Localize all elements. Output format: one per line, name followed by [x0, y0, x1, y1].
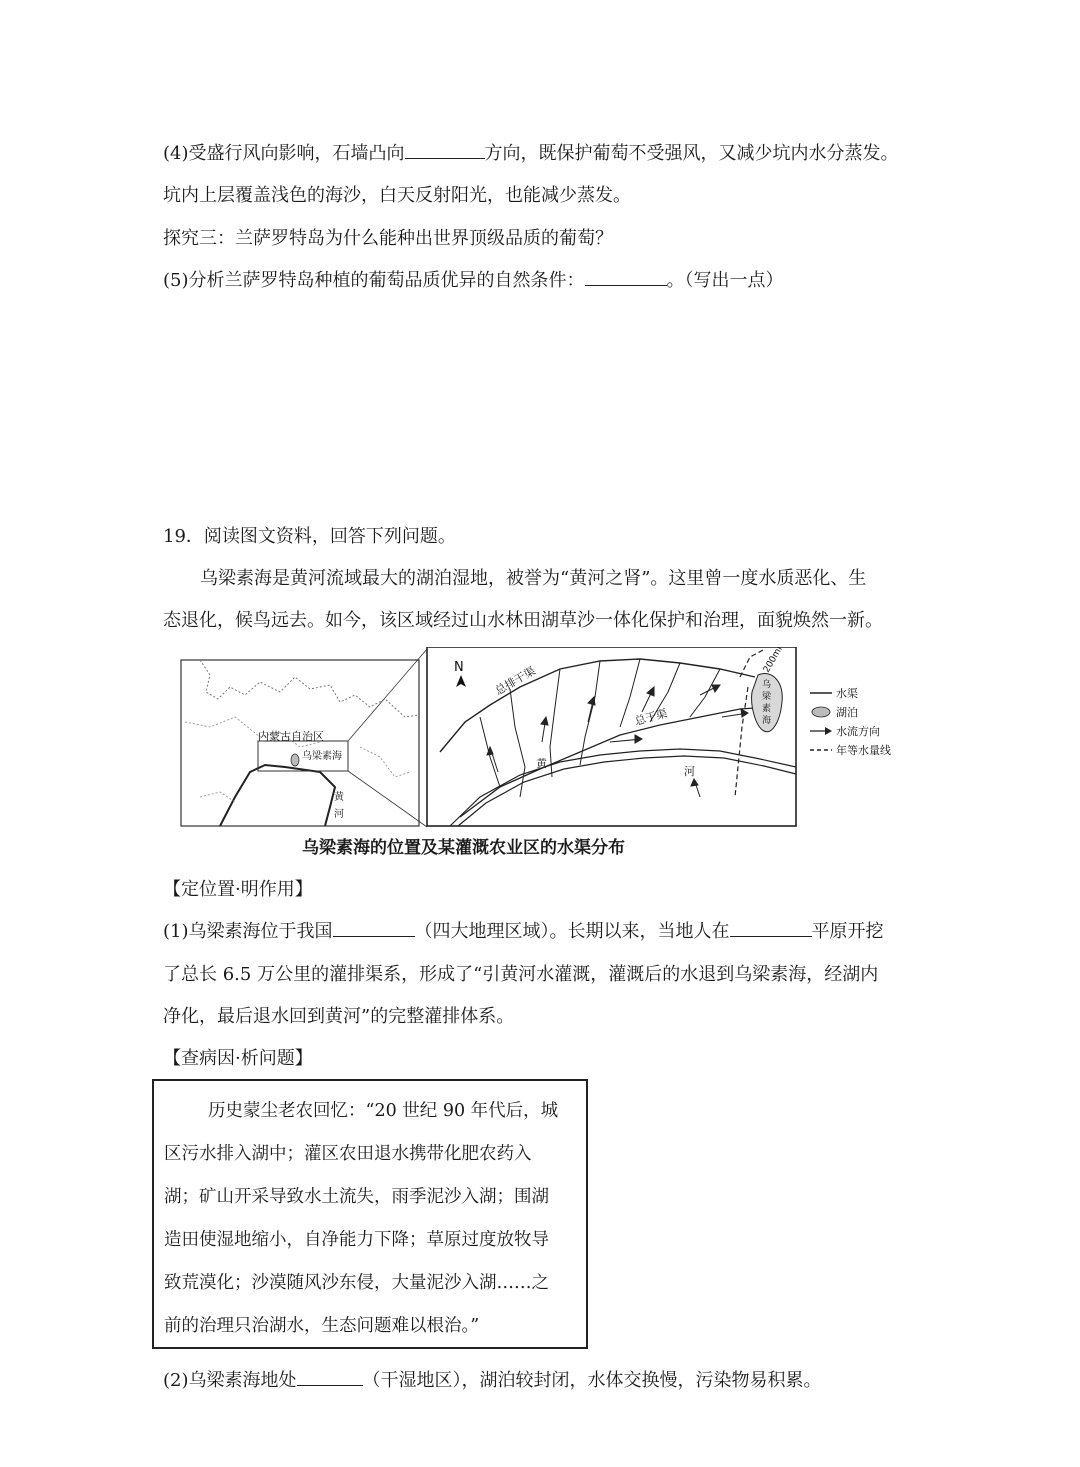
- isoline: [735, 687, 748, 797]
- left-river-char-1: 黄: [334, 792, 344, 803]
- lake-marker: [291, 754, 299, 766]
- map-legend: [810, 686, 891, 757]
- main-canal: [460, 707, 770, 817]
- main-canal-label: 总干渠: [633, 706, 669, 728]
- right-river-char-2: 河: [684, 765, 695, 778]
- main-drain-canal-label: 总排干渠: [493, 664, 538, 698]
- section-diagnose-heading: 【查病因·析问题】: [163, 1048, 313, 1069]
- legend-arrow-icon: [825, 727, 832, 735]
- q1-line3: 净化，最后退水回到黄河”的完整灌排体系。: [163, 1006, 515, 1027]
- isoline-label: 200mm: [761, 647, 788, 675]
- quote-line-5: 致荒漠化；沙漠随风沙东侵，大量泥沙入湖……之: [164, 1273, 549, 1293]
- location-and-canal-map-figure: [180, 647, 910, 829]
- q19-heading: 19．阅读图文资料，回答下列问题。: [163, 526, 456, 547]
- q1-text-1: (1)乌梁素海位于我国: [163, 921, 333, 942]
- connector-line: [348, 771, 427, 827]
- main-drain-canal: [440, 659, 755, 752]
- q19-para-line1: 乌梁素海是黄河流域最大的湖泊湿地，被誉为“黄河之肾”。这里曾一度水质恶化、生: [200, 568, 867, 589]
- legend-isoline-label: 年等水量线: [836, 744, 891, 757]
- legend-lake-symbol: [812, 707, 830, 717]
- q1-line2: 了总长 6.5 万公里的灌排渠系，形成了“引黄河水灌溉，灌溉后的水退到乌梁素海，经湖内: [163, 964, 879, 985]
- yellow-river-line: [220, 765, 335, 826]
- north-label: N: [454, 660, 464, 675]
- q4-answer-blank[interactable]: [405, 140, 485, 159]
- q5-text-1: (5)分析兰萨罗特岛种植的葡萄品质优异的自然条件：: [163, 270, 585, 291]
- north-arrow-icon: [456, 675, 466, 687]
- q19-para-line2: 态退化，候鸟远去。如今，该区域经过山水林田湖草沙一体化保护和治理，面貌焕然一新。: [163, 610, 883, 631]
- isoline: [740, 649, 765, 677]
- yellow-river-bank: [458, 756, 796, 826]
- left-location-map: [181, 649, 427, 827]
- q4-text-1: (4)受盛行风向影响，石墙凸向: [163, 143, 405, 164]
- q2-line: [163, 1367, 822, 1395]
- lake-char-3: 素: [762, 704, 772, 714]
- lake-char-1: 乌: [762, 680, 772, 690]
- q2-answer-blank[interactable]: [297, 1367, 363, 1386]
- q4-line1: [163, 140, 899, 168]
- quote-line-6: 前的治理只治湖水，生态问题难以根治。”: [164, 1316, 480, 1336]
- q1-answer-blank-1[interactable]: [333, 918, 415, 937]
- flow-arrows: [487, 685, 748, 797]
- quote-line-2: 区污水排入湖中；灌区农田退水携带化肥农药入: [164, 1144, 532, 1164]
- q5-line: [163, 267, 784, 295]
- connector-line: [348, 649, 427, 741]
- q1-answer-blank-2[interactable]: [730, 918, 812, 937]
- left-map-frame: [181, 660, 419, 826]
- quote-line-4: 造田使湿地缩小，自净能力下降；草原过度放牧导: [164, 1230, 549, 1250]
- q5-answer-blank[interactable]: [585, 267, 667, 286]
- q2-text-2: （干湿地区），湖泊较封闭，水体交换慢，污染物易积累。: [362, 1370, 822, 1391]
- map-figure-svg: [180, 647, 910, 829]
- lake-char-2: 梁: [762, 692, 772, 702]
- region-label: 内蒙古自治区: [258, 730, 324, 743]
- lake-label: 乌梁素海: [302, 751, 342, 762]
- q2-text-1: (2)乌梁素海地处: [163, 1370, 297, 1391]
- legend-flow-label: 水流方向: [836, 725, 880, 738]
- farmer-quote-box: [152, 1079, 588, 1349]
- section-locate-heading: 【定位置·明作用】: [163, 879, 313, 900]
- left-river-char-2: 河: [334, 809, 344, 820]
- q1-text-3: 平原开挖: [811, 921, 884, 942]
- legend-canal-label: 水渠: [836, 687, 858, 700]
- q4-line2: 坑内上层覆盖浅色的海沙，白天反射阳光，也能减少蒸发。: [163, 185, 631, 206]
- quote-line-3: 湖；矿山开采导致水土流失，雨季泥沙入湖；围湖: [164, 1187, 549, 1207]
- lake-char-4: 海: [762, 716, 772, 726]
- q1-line1: [163, 918, 884, 946]
- right-river-char-1: 黄: [536, 757, 547, 770]
- q5-text-2: 。（写出一点）: [666, 270, 784, 291]
- legend-lake-label: 湖泊: [836, 706, 858, 719]
- q4-text-2: 方向，既保护葡萄不受强风，又减少坑内水分蒸发。: [484, 143, 899, 164]
- q1-text-2: （四大地理区域）。长期以来，当地人在: [414, 921, 730, 942]
- explore3-heading: 探究三：兰萨罗特岛为什么能种出世界顶级品质的葡萄？: [163, 228, 613, 249]
- province-line: [360, 747, 410, 777]
- right-canal-map: [427, 647, 796, 826]
- quote-line-1: 历史蒙尘老农回忆：“20 世纪 90 年代后，城: [208, 1101, 559, 1121]
- province-line: [200, 792, 235, 802]
- figure-caption: 乌梁素海的位置及某灌溉农业区的水渠分布: [302, 838, 625, 858]
- border-line: [200, 660, 419, 717]
